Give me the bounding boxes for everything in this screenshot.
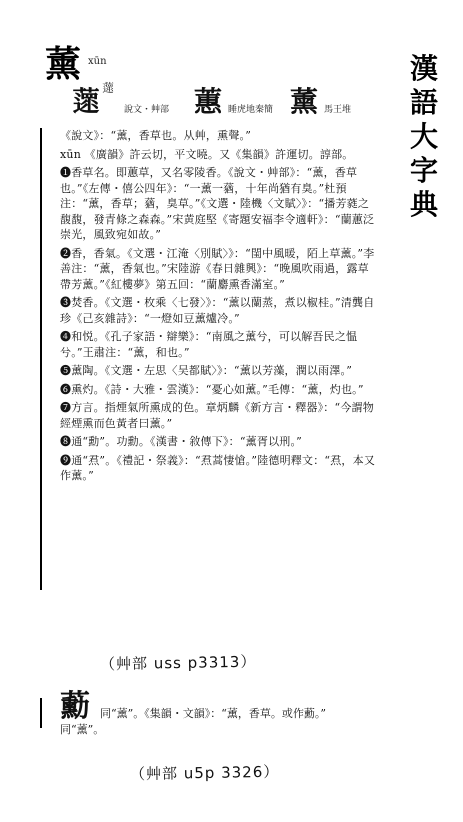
entry-paragraph: ❼方言。指煙氣所熏成的色。章炳麟《新方言・釋器》：“今謂物經煙熏而色黃者曰薰。” <box>60 401 374 430</box>
entry-paragraph: ❻熏灼。《詩・大雅・雲漢》：“憂心如薰。”毛傳：“薰，灼也。” <box>60 382 364 396</box>
entry-body <box>60 128 380 487</box>
entry-paragraph: ❽通“勳”。功勳。《漢書・敘傳下》：“薰胥以刑。” <box>60 435 302 448</box>
entry-paragraph: 《說文》：“薰，香草也。从艸，熏聲。” <box>60 129 252 142</box>
head-mark: xūn <box>88 56 107 67</box>
entry-paragraph: ❾通“焄”。《禮記・祭義》：“焄蒿悽愴。”陸德明釋文：“焄，本又作薰。” <box>60 453 376 482</box>
book-title-char: 大 <box>409 120 438 153</box>
entry-paragraph: ❺薰陶。《文選・左思〈吴都賦〉》：“薰以芳藻，潤以雨澤。” <box>60 364 353 377</box>
entry-paragraph: ❶香草名。即蕙草，又名零陵香。《說文・艸部》：“薰，香草也。”《左傳・僖公四年》：“一薰一蕕，十年尚猶有臭。”杜預注：“薰，香草；蕕，臭草。”《文選・陸機〈文賦〉》：“播芳蕤之馥馥，發青條之森森。”宋黄庭堅《寄題安福李令適軒》：“蘭蕙泛崇光，風致宛如故。” <box>60 166 375 241</box>
bottom-entry-text-continued: 同“薰”。 <box>60 723 105 736</box>
entry-paragraph: ❸焚香。《文選・枚乘〈七發〉》：“薰以蘭蒸，煮以椒桂。”清龔自珍《己亥雜詩》：“一燈如豆薰爐冷。” <box>60 296 375 325</box>
entry-side-bar <box>40 128 42 590</box>
character-forms <box>72 81 372 126</box>
form-glyph-silk: 薰 <box>290 85 319 118</box>
book-title-char: 漢 <box>409 52 438 85</box>
book-title-char: 語 <box>409 86 438 119</box>
form-glyph-seal: 𦾽 <box>72 85 101 118</box>
entry-paragraph: xūn 《廣韻》許云切，平文曉。又《集韻》許運切。諄部。 <box>60 147 354 161</box>
bottom-entry-text: 同“薰”。《集韻・文韻》：“薰，香草。或作蘍。” <box>100 707 326 720</box>
form-glyph-small: 𦾽 <box>102 81 115 95</box>
handwritten-note: （艸部 u5p 3326） <box>129 762 280 784</box>
handwritten-note: （艸部 uss p3313） <box>99 652 257 674</box>
form-caption: 說文・艸部 <box>124 105 170 115</box>
form-caption: 馬王堆 <box>324 105 352 115</box>
form-caption: 睡虎地秦簡 <box>228 105 274 115</box>
form-glyph-slip: 蕙 <box>194 85 223 118</box>
entry-paragraph: ❹和悦。《孔子家語・辯樂》：“南風之薰兮，可以解吾民之愠兮。”王肅注：“薰，和也。” <box>60 330 358 359</box>
book-title <box>407 52 441 222</box>
bottom-entry-character: 蘍 <box>60 689 90 724</box>
book-title-char: 字 <box>409 154 438 187</box>
bottom-entry-bar <box>40 698 42 728</box>
book-title-char: 典 <box>409 188 438 221</box>
head-character: 薰 <box>45 43 82 85</box>
entry-paragraph: ❷香，香氣。《文選・江淹〈別賦〉》：“閨中風暖，陌上草薰。”李善注：“薰，香氣也。”宋陸游《春日雜興》：“晚風吹雨過，露草帶芳薰。”《紅樓夢》第五回：“蘭麝熏香滿室。” <box>60 246 375 291</box>
